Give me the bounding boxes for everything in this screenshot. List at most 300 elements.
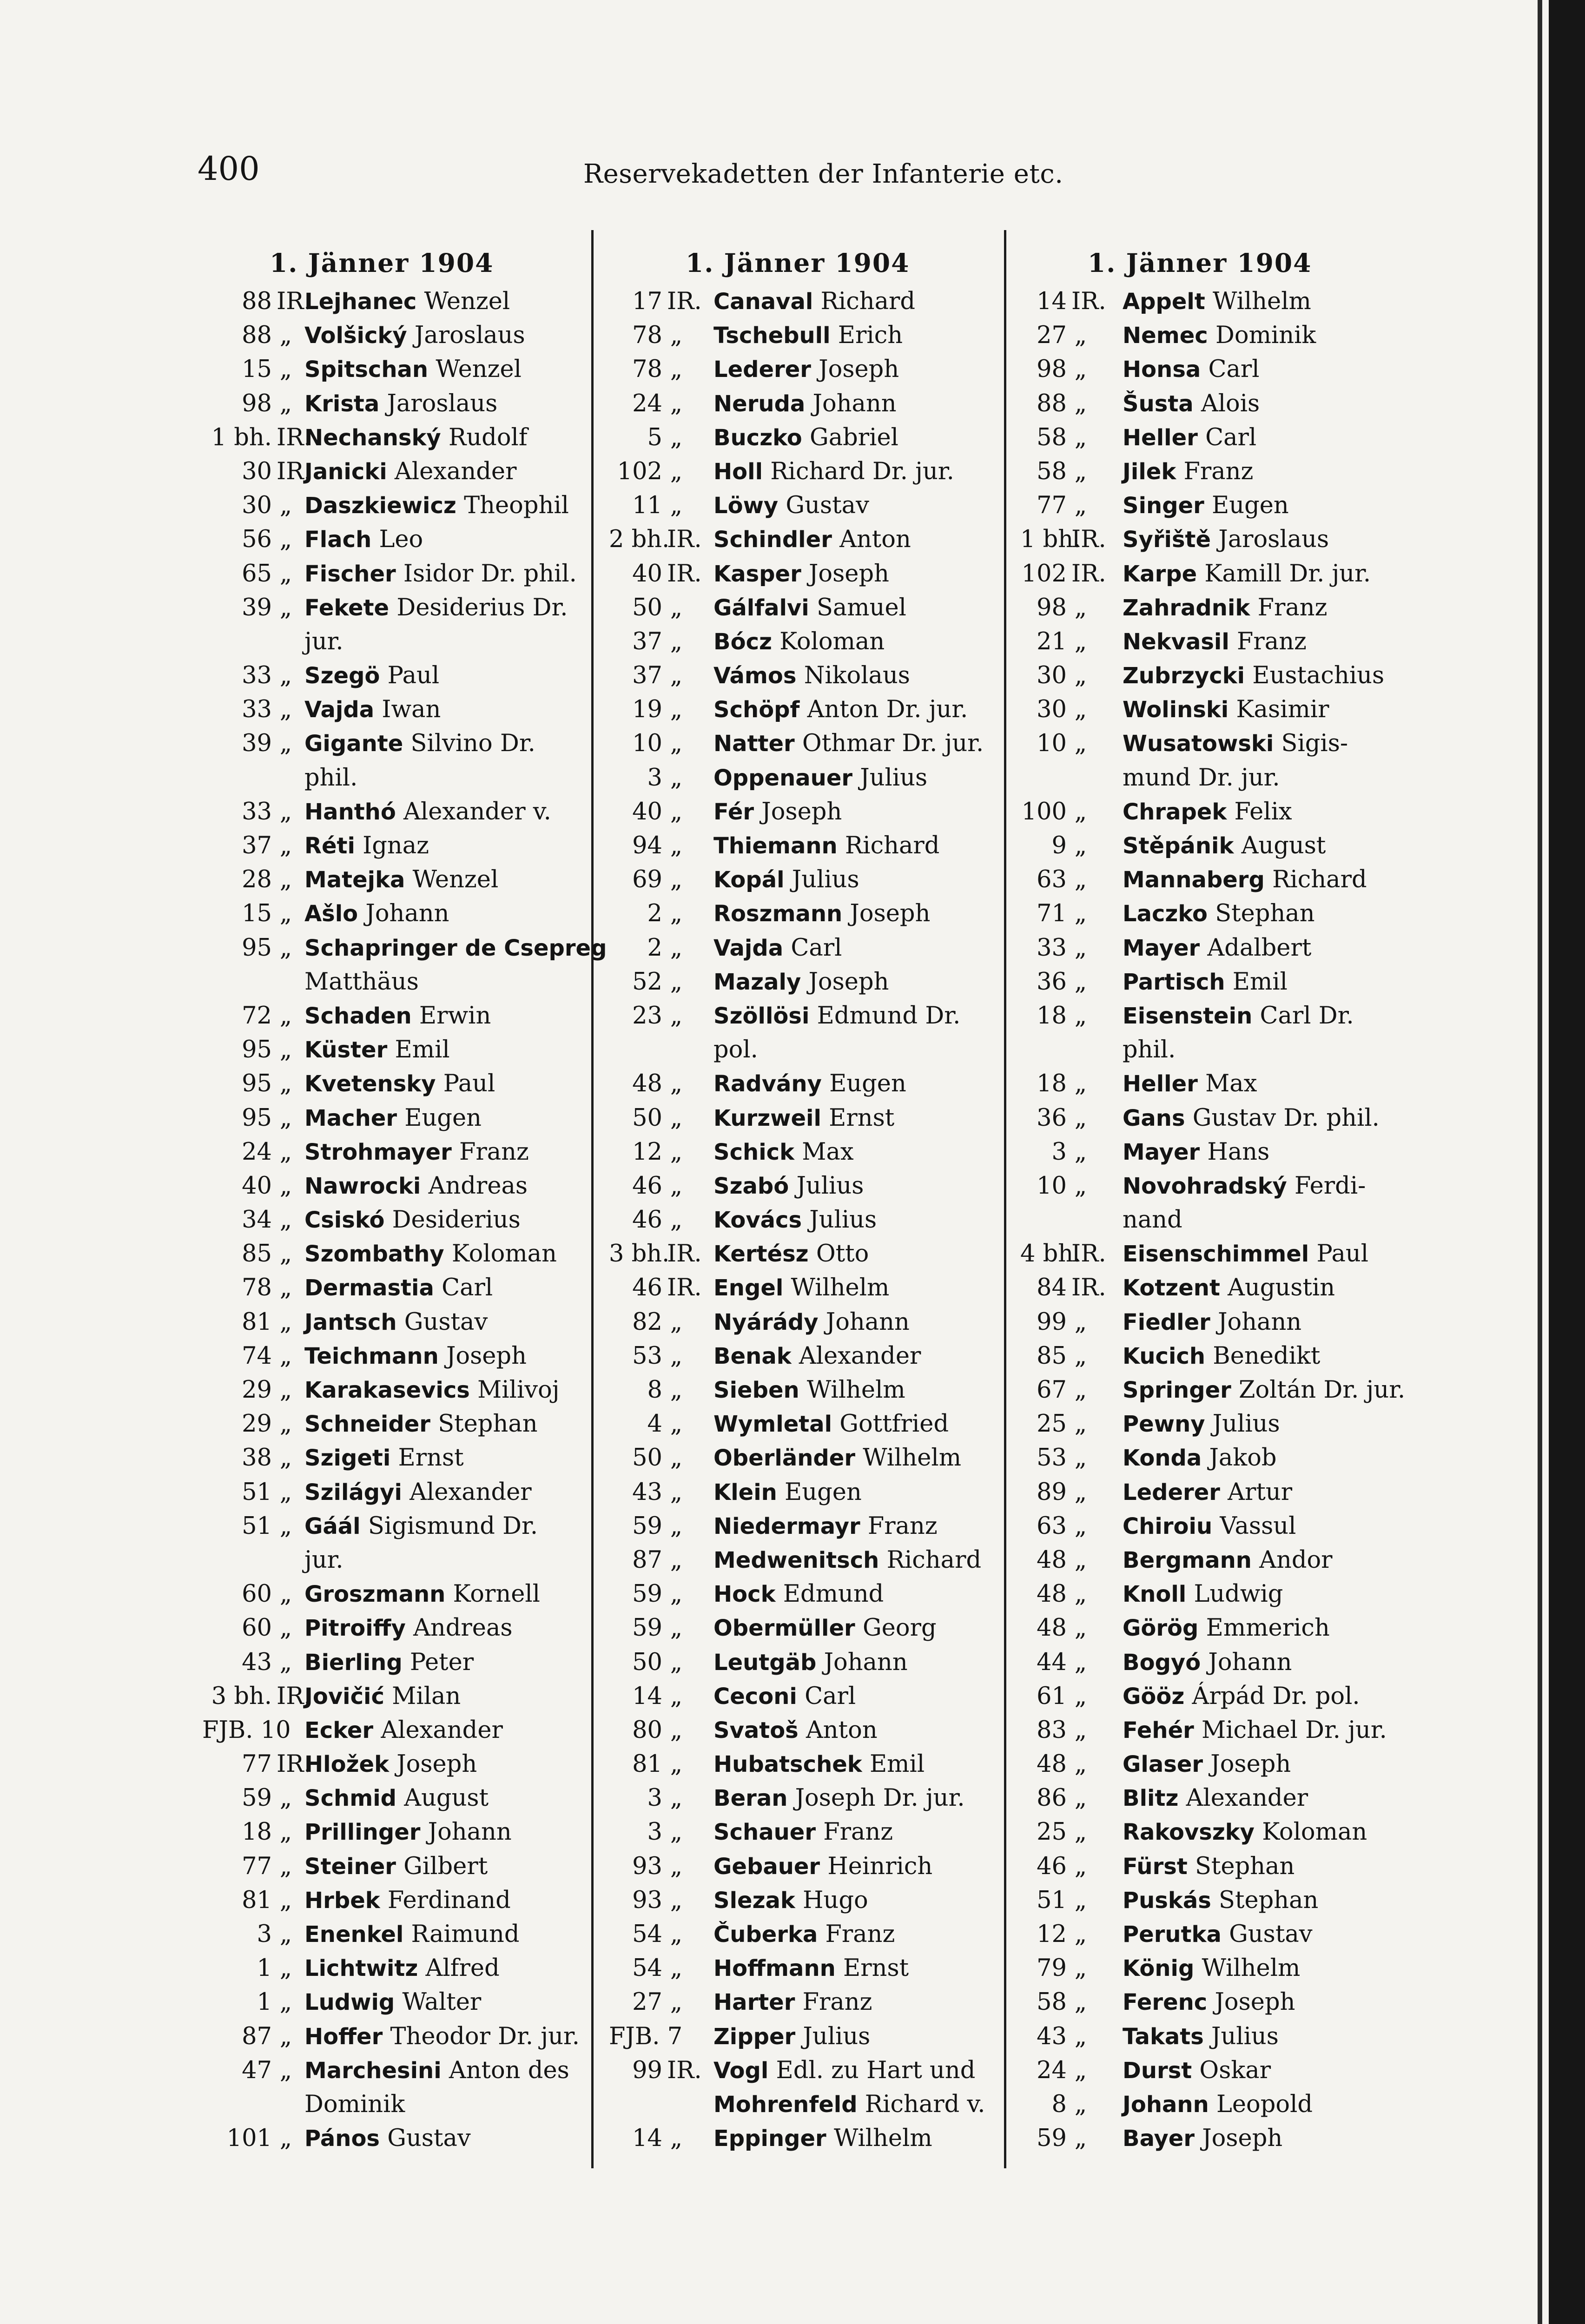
entry-line [1020,1475,1355,1509]
entry-number: FJB. 7 [609,2022,683,2050]
entry-name [713,1917,895,1952]
entry-line [202,1883,588,1917]
entry-line [202,1373,588,1407]
entry-given-name: Kasimir [1236,696,1329,724]
entry-number: 14 [1037,288,1067,315]
entry-line [202,693,588,726]
entry-number: 30 [1037,696,1067,724]
entry-surname: Nyárády [713,1309,819,1335]
entry-surname: Kopál [713,867,785,893]
entry-line [609,1679,1002,1713]
entry-surname: Novohradský [1123,1173,1287,1199]
entry-name [1123,1611,1330,1645]
entry-surname: Takats [1123,2023,1204,2050]
entry-line [609,726,1002,760]
entry-number: 38 [242,1444,272,1472]
entry-line [202,2053,588,2087]
entry-name [713,2053,975,2088]
entry-given-name: Árpád Dr. pol. [1192,1682,1360,1710]
entry-surname: Zipper [713,2023,796,2050]
ditto-mark: „ [1074,1648,1087,1676]
entry-name [713,557,889,591]
ditto-mark: „ [1074,1716,1087,1744]
entry-name [713,1067,906,1101]
ditto-mark: „ [1074,356,1087,383]
entry-continuation [1123,1203,1182,1237]
entry-name [1123,1951,1300,1986]
entry-given-name: Stephan [1219,1886,1319,1914]
ditto-mark: „ [1074,1444,1087,1472]
entry-given-name: Franz [823,1818,893,1846]
entry-number: 18 [242,1818,272,1846]
entry-number: 3 [1051,1138,1067,1166]
ditto-mark: „ [670,1921,683,1948]
entry-name [713,1305,910,1340]
entry-surname: Chiroiu [1123,1513,1213,1539]
ditto-mark: „ [279,1818,292,1846]
entry-name [713,1645,908,1680]
entry-surname: Kovács [713,1207,802,1234]
entry-line [202,1509,588,1543]
entry-name [304,421,528,455]
entry-given-name: Ferdi- [1294,1172,1366,1200]
entry-given-name: Johann [1208,1648,1292,1676]
entry-line [609,489,1002,522]
entry-name [304,1611,513,1645]
entry-line [202,1951,588,1985]
entry-name [1123,489,1289,523]
ditto-mark: „ [279,356,292,383]
entry-line [202,1067,588,1101]
entry-name [1123,693,1329,727]
entry-name [304,1917,520,1952]
ditto-mark: „ [670,1206,683,1234]
entry-name [304,1781,489,1816]
entry-line [1020,1849,1355,1883]
continuation-text: Matthäus [304,968,419,996]
entry-surname: Vámos [713,663,797,689]
entry-name [304,1441,464,1475]
entry-number: 5 [647,423,662,451]
entry-name [304,1237,557,1271]
ditto-mark: „ [279,1240,292,1268]
ditto-mark: „ [670,322,683,350]
entry-number: 33 [1037,934,1067,962]
entry-given-name: Wenzel [424,288,510,315]
ditto-mark: „ [1074,1342,1087,1370]
entry-given-name: August [404,1784,489,1812]
entry-number: 101 [226,2125,272,2152]
entry-number: 24 [632,390,662,417]
entry-given-name: Hans [1207,1138,1270,1166]
entry-line [202,931,607,965]
entry-surname: Engel [713,1275,784,1301]
entry-unit: IR. [667,1274,702,1302]
entry-given-name: Ludwig [1194,1580,1283,1608]
entry-line [202,1679,588,1713]
entry-given-name: Jaroslaus [1218,526,1329,554]
entry-surname: Springer [1123,1377,1231,1403]
entry-given-name: Julius [792,866,859,894]
ditto-mark: „ [670,900,683,928]
ditto-mark: „ [279,2022,292,2050]
entry-surname: Jantsch [304,1309,397,1335]
entry-surname: Lichtwitz [304,1955,418,1982]
ditto-mark: „ [279,1002,292,1030]
ditto-mark: „ [279,900,292,928]
entry-given-name: Desiderius Dr. [396,594,568,621]
entry-number: 30 [242,457,272,485]
entry-line [609,1373,1002,1407]
ditto-mark: „ [279,1648,292,1676]
entry-given-name: Ernst [843,1954,909,1982]
entry-line [1020,897,1355,931]
entry-number: 93 [632,1852,662,1880]
entry-line [1020,1781,1355,1815]
ditto-mark: „ [670,356,683,383]
entry-surname: Nekvasil [1123,628,1229,655]
entry-line [1020,318,1355,352]
entry-number: 88 [1037,390,1067,417]
entry-number: FJB. 10 [202,1716,291,1744]
entry-name [1123,795,1292,829]
entry-surname: Szegö [304,663,380,689]
entry-surname: Harter [713,1989,795,2016]
entry-surname: Nechanský [304,424,441,451]
entry-surname: Partisch [1123,969,1225,995]
entry-line [609,1135,1002,1169]
entry-number: 71 [1037,900,1067,928]
continuation-text: Richard v. [865,2090,985,2118]
entry-name [1123,2020,1279,2054]
entry-name [713,1441,961,1475]
ditto-mark: „ [1074,1138,1087,1166]
entry-given-name: Ferdinand [387,1886,511,1914]
ditto-mark: „ [1074,1818,1087,1846]
entry-number: 23 [632,1002,662,1030]
entry-surname: Löwy [713,493,779,519]
entry-number: 50 [632,1444,662,1472]
entry-number: 87 [632,1546,662,1574]
entry-name [304,352,522,387]
entry-surname: Ecker [304,1717,374,1743]
entry-number: 37 [242,832,272,859]
entry-surname: Bergmann [1123,1547,1252,1573]
entry-name [304,284,510,319]
entry-given-name: Max [1205,1070,1257,1098]
entry-surname: Radvány [713,1071,822,1097]
ditto-mark: „ [670,1410,683,1438]
ditto-mark: „ [1074,322,1087,350]
entry-line [1020,1611,1355,1645]
entry-given-name: Richard Dr. jur. [770,457,954,485]
entry-given-name: Franz [1257,594,1327,621]
entry-line [202,1101,588,1135]
entry-number: 58 [1037,423,1067,451]
entry-surname: Čuberka [713,1921,818,1948]
ditto-mark: „ [1074,1580,1087,1608]
entry-given-name: Koloman [779,627,885,655]
ditto-mark: „ [279,1206,292,1234]
entry-line [202,863,588,897]
entry-given-name: Koloman [1262,1818,1367,1846]
entry-given-name: Joseph [761,798,842,825]
entry-given-name: Joseph [1202,2125,1283,2152]
entry-name [304,693,441,727]
entry-given-name: Alexander [409,1478,532,1506]
entry-name [1123,1339,1320,1373]
entry-name [1123,1237,1368,1271]
ditto-mark: „ [279,390,292,417]
entry-given-name: Julius [860,764,928,792]
entry-surname: Hoffmann [713,1955,836,1982]
entry-line [609,455,1002,489]
entry-number: 21 [1037,627,1067,655]
entry-line [609,863,1002,897]
entry-name [713,1509,938,1544]
entry-name [304,1067,495,1101]
entry-line [609,1713,1002,1747]
entry-name [304,1883,511,1918]
entry-name [713,897,930,931]
entry-name [1123,455,1253,489]
entry-surname: Strohmayer [304,1139,452,1165]
entry-line [1020,829,1355,863]
ditto-mark: „ [1074,696,1087,724]
entry-name [1123,421,1256,455]
entry-given-name: Kornell [453,1580,540,1608]
ditto-mark: „ [1074,662,1087,690]
entry-number: 8 [647,1376,662,1404]
ditto-mark: „ [279,1580,292,1608]
entry-name [713,1237,869,1271]
continuation-text: jur. [304,1546,343,1574]
entry-surname: Kurzweil [713,1105,821,1131]
ditto-mark: „ [279,1921,292,1948]
entry-given-name: Oskar [1199,2056,1271,2084]
entry-given-name: Benedikt [1213,1342,1321,1370]
entry-given-name: Paul [387,662,440,690]
entry-surname: Glaser [1123,1751,1203,1778]
entry-line [1020,761,1355,795]
entry-surname: Gálfalvi [713,594,809,621]
entry-line [1020,1033,1355,1067]
entry-line [609,1985,1002,2019]
entry-line [202,999,588,1033]
entry-number: 59 [632,1512,662,1540]
entry-given-name: Emil [1232,968,1288,996]
entry-given-name: Richard [845,832,940,859]
entry-surname: Fischer [304,561,396,587]
entry-given-name: Artur [1228,1478,1293,1506]
entry-name [713,1713,878,1748]
entry-given-name: Andreas [413,1614,513,1642]
entry-surname: Mazaly [713,969,801,995]
ditto-mark: „ [670,1954,683,1982]
entry-line [609,1169,1002,1203]
entry-number: 85 [242,1240,272,1268]
entry-given-name: Desiderius [392,1206,521,1234]
entry-name [1123,1679,1360,1714]
entry-surname: Steiner [304,1853,396,1880]
ditto-mark: „ [279,730,292,758]
entry-number: 52 [632,968,662,996]
entry-line [1020,999,1355,1033]
entry-name [1123,897,1315,931]
entry-number: 54 [632,1921,662,1948]
entry-line [1020,1169,1366,1203]
entry-surname: Schauer [713,1819,816,1846]
entry-line [202,2087,588,2121]
entry-name [713,1883,868,1918]
ditto-mark: „ [670,866,683,894]
entry-surname: Kasper [713,561,801,587]
entry-name [1123,1509,1296,1544]
ditto-mark: „ [279,1954,292,1982]
entry-given-name: Erwin [419,1002,491,1030]
entry-number: 47 [242,2056,272,2084]
ditto-mark: „ [670,1716,683,1744]
entry-given-name: Max [802,1138,854,1166]
entry-line [609,1305,1002,1339]
entry-surname: Chrapek [1123,799,1227,825]
entry-given-name: Anton [839,526,911,554]
entry-number: 59 [632,1614,662,1642]
entry-number: 3 [647,764,662,792]
entry-name [1123,1101,1380,1136]
entry-number: 3 [647,1818,662,1846]
entry-surname: Niedermayr [713,1513,860,1539]
entry-given-name: Gilbert [403,1852,488,1880]
entry-given-name: Zoltán Dr. jur. [1239,1376,1406,1404]
entry-line [1020,1373,1406,1407]
ditto-mark: „ [279,1852,292,1880]
entry-surname: Enenkel [304,1921,404,1948]
entry-line [202,1237,588,1271]
entry-name [1123,387,1260,421]
ditto-mark: „ [670,696,683,724]
entry-name [304,999,491,1033]
entry-given-name: Alfred [425,1954,500,1982]
entry-name [1123,352,1260,387]
entry-surname: Görög [1123,1615,1199,1642]
entry-surname: Fürst [1123,1853,1188,1880]
ditto-mark: „ [279,1104,292,1132]
ditto-mark: „ [279,1614,292,1642]
entry-number: 11 [632,492,662,520]
entry-given-name: Franz [825,1921,895,1948]
entry-given-name: Gustav [404,1308,488,1336]
entry-number: 60 [242,1614,272,1642]
entry-given-name: Emil [395,1036,450,1064]
entry-name [1123,1577,1283,1611]
entry-surname: Kertész [713,1241,809,1268]
ditto-mark: „ [1074,1546,1087,1574]
ditto-mark: „ [1074,798,1087,825]
entry-surname: Karakasevics [304,1377,470,1403]
entry-name [1123,1067,1257,1101]
entry-given-name: Edmund Dr. [817,1002,961,1030]
entry-unit: IR. [277,288,311,315]
entry-number: 33 [242,798,272,825]
entry-line [1020,965,1355,999]
entry-surname: Wolinski [1123,697,1229,723]
ditto-mark: „ [670,1172,683,1200]
entry-surname: Mayer [1123,935,1200,961]
column-header: 1. Jänner 1904 [686,248,910,278]
entry-name [1123,2087,1313,2122]
entry-given-name: Joseph [808,968,889,996]
entry-given-name: August [1241,832,1326,859]
entry-name [713,1271,889,1305]
entry-name [713,1339,921,1373]
entry-surname: Gööz [1123,1683,1185,1710]
entry-line [1020,1951,1355,1985]
entry-given-name: Franz [802,1988,872,2016]
ditto-mark: „ [670,1104,683,1132]
entry-name [1123,1271,1335,1305]
entry-given-name: Koloman [451,1240,557,1268]
entry-surname: Szöllösi [713,1003,810,1029]
entry-surname: Medwenitsch [713,1547,879,1573]
entry-number: 99 [1037,1308,1067,1336]
entry-number: 102 [1021,560,1067,588]
entry-unit: IR. [667,288,702,315]
continuation-text: phil. [1123,1036,1176,1064]
entry-line [1020,1815,1367,1849]
entry-number: 87 [242,2022,272,2050]
entry-name [304,931,607,965]
entry-given-name: Alexander [381,1716,503,1744]
entry-line [202,1135,588,1169]
ditto-mark: „ [670,1614,683,1642]
entry-number: 48 [1037,1546,1067,1574]
entry-unit: IR. [1071,526,1106,554]
entry-given-name: Alexander v. [403,798,551,825]
entry-name [1123,1305,1301,1340]
entry-number: 80 [632,1716,662,1744]
entry-line [202,897,588,931]
entry-unit: IR. [277,1682,311,1710]
entry-number: 46 [1037,1852,1067,1880]
entry-surname: Fér [713,799,754,825]
entry-number: 40 [242,1172,272,1200]
entry-surname: Blitz [1123,1785,1179,1812]
entry-given-name: Theophil [464,492,569,520]
entry-surname: König [1123,1955,1195,1982]
entry-name [713,1849,932,1884]
ditto-mark: „ [670,1478,683,1506]
entry-surname: Appelt [1123,289,1205,315]
entry-name [713,1543,981,1578]
entry-surname: Pitroiffy [304,1615,406,1642]
ditto-mark: „ [279,1070,292,1098]
entry-surname: Gáál [304,1513,361,1539]
ditto-mark: „ [1074,1104,1087,1132]
entry-given-name: Peter [409,1648,474,1676]
entry-line [609,591,1002,625]
entry-line [609,1951,1002,1985]
entry-name [304,863,498,897]
entry-given-name: Wilhelm [863,1444,962,1472]
entry-line [1020,693,1355,726]
entry-name [713,1135,854,1169]
entry-given-name: Paul [1316,1240,1369,1268]
entry-number: 83 [1037,1716,1067,1744]
entry-given-name: Richard [820,288,916,315]
entry-line [1020,1271,1355,1305]
entry-line [1020,1509,1355,1543]
